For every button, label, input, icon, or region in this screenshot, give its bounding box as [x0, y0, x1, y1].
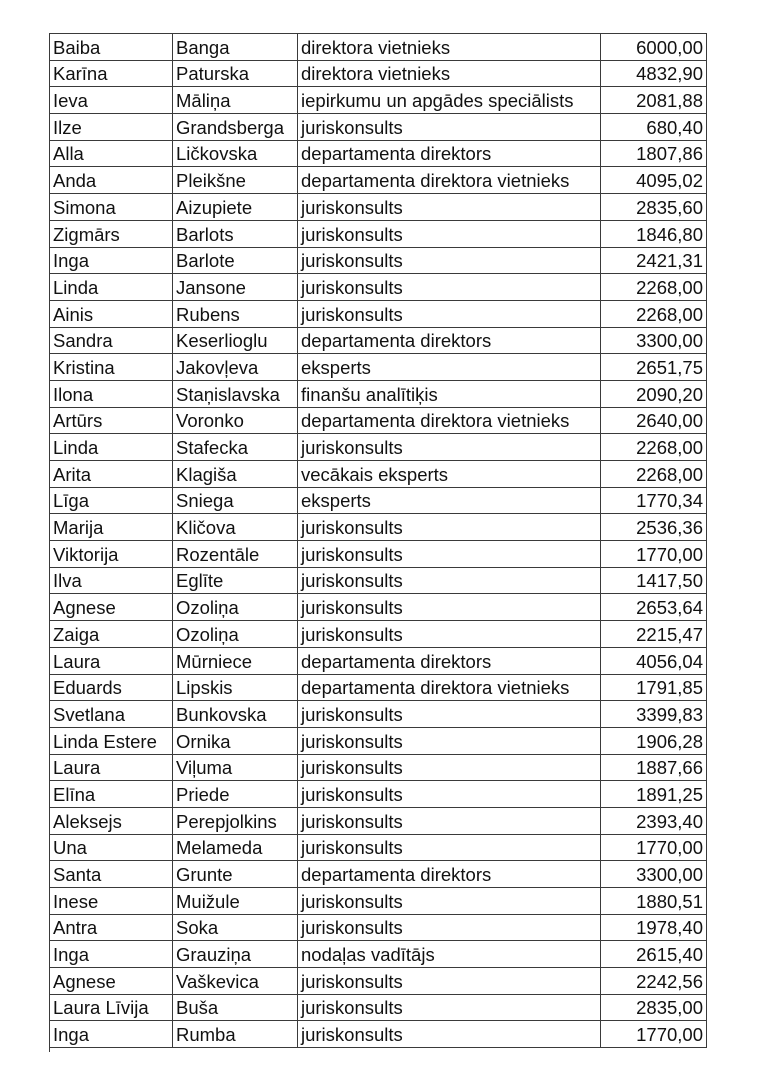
last-name-cell: Mūrniece: [173, 647, 298, 674]
table-row: [50, 647, 707, 674]
table-row: [50, 888, 707, 915]
last-name-cell: Priede: [173, 781, 298, 808]
last-name-cell: Perepjolkins: [173, 807, 298, 834]
table-row: [50, 941, 707, 968]
amount-cell: 2835,60: [601, 194, 707, 221]
last-name-cell: Stafecka: [173, 434, 298, 461]
first-name-cell: Zaiga: [50, 621, 173, 648]
amount-cell: 680,40: [601, 114, 707, 141]
last-name-cell: Barlote: [173, 247, 298, 274]
position-cell: departamenta direktors: [298, 861, 601, 888]
last-name-cell: Eglīte: [173, 567, 298, 594]
table-row: [50, 968, 707, 995]
last-name-cell: Viļuma: [173, 754, 298, 781]
last-name-cell: Aizupiete: [173, 194, 298, 221]
last-name-cell: Pleikšne: [173, 167, 298, 194]
first-name-cell: Inga: [50, 247, 173, 274]
table-row: [50, 461, 707, 488]
position-cell: direktora vietnieks: [298, 60, 601, 87]
first-name-cell: Agnese: [50, 594, 173, 621]
amount-cell: 2215,47: [601, 621, 707, 648]
amount-cell: 1978,40: [601, 914, 707, 941]
amount-cell: 2651,75: [601, 354, 707, 381]
last-name-cell: Keserlioglu: [173, 327, 298, 354]
table-row: [50, 487, 707, 514]
position-cell: juriskonsults: [298, 701, 601, 728]
last-name-cell: Rozentāle: [173, 541, 298, 568]
first-name-cell: Laura: [50, 647, 173, 674]
salary-table-body: [50, 34, 707, 1048]
table-row: [50, 194, 707, 221]
last-name-cell: Ozoliņa: [173, 621, 298, 648]
first-name-cell: Elīna: [50, 781, 173, 808]
first-name-cell: Linda: [50, 274, 173, 301]
first-name-cell: Ilva: [50, 567, 173, 594]
first-name-cell: Simona: [50, 194, 173, 221]
position-cell: juriskonsults: [298, 968, 601, 995]
last-name-cell: Ozoliņa: [173, 594, 298, 621]
amount-cell: 1770,00: [601, 541, 707, 568]
first-name-cell: Karīna: [50, 60, 173, 87]
position-cell: departamenta direktora vietnieks: [298, 167, 601, 194]
last-name-cell: Lipskis: [173, 674, 298, 701]
first-name-cell: Viktorija: [50, 541, 173, 568]
first-name-cell: Laura: [50, 754, 173, 781]
first-name-cell: Una: [50, 834, 173, 861]
amount-cell: 2615,40: [601, 941, 707, 968]
position-cell: juriskonsults: [298, 194, 601, 221]
position-cell: juriskonsults: [298, 621, 601, 648]
last-name-cell: Jakovļeva: [173, 354, 298, 381]
table-row: [50, 114, 707, 141]
amount-cell: 1891,25: [601, 781, 707, 808]
first-name-cell: Arita: [50, 461, 173, 488]
amount-cell: 1880,51: [601, 888, 707, 915]
amount-cell: 2268,00: [601, 274, 707, 301]
position-cell: juriskonsults: [298, 994, 601, 1021]
table-row: [50, 167, 707, 194]
first-name-cell: Zigmārs: [50, 220, 173, 247]
position-cell: vecākais eksperts: [298, 461, 601, 488]
table-row: [50, 727, 707, 754]
position-cell: direktora vietnieks: [298, 34, 601, 61]
amount-cell: 1770,00: [601, 1021, 707, 1048]
first-name-cell: Santa: [50, 861, 173, 888]
amount-cell: 2268,00: [601, 434, 707, 461]
table-row: [50, 567, 707, 594]
amount-cell: 1417,50: [601, 567, 707, 594]
last-name-cell: Staņislavska: [173, 380, 298, 407]
last-name-cell: Rumba: [173, 1021, 298, 1048]
last-name-cell: Rubens: [173, 300, 298, 327]
table-row: [50, 514, 707, 541]
position-cell: nodaļas vadītājs: [298, 941, 601, 968]
position-cell: juriskonsults: [298, 754, 601, 781]
amount-cell: 2268,00: [601, 300, 707, 327]
table-row: [50, 621, 707, 648]
table-row: [50, 701, 707, 728]
amount-cell: 2421,31: [601, 247, 707, 274]
amount-cell: 2268,00: [601, 461, 707, 488]
position-cell: juriskonsults: [298, 434, 601, 461]
last-name-cell: Paturska: [173, 60, 298, 87]
position-cell: departamenta direktors: [298, 140, 601, 167]
amount-cell: 2640,00: [601, 407, 707, 434]
amount-cell: 2835,00: [601, 994, 707, 1021]
salary-table: [49, 33, 707, 1048]
table-row: [50, 594, 707, 621]
amount-cell: 4095,02: [601, 167, 707, 194]
first-name-cell: Ilona: [50, 380, 173, 407]
last-name-cell: Voronko: [173, 407, 298, 434]
first-name-cell: Anda: [50, 167, 173, 194]
amount-cell: 1906,28: [601, 727, 707, 754]
first-name-cell: Svetlana: [50, 701, 173, 728]
first-name-cell: Eduards: [50, 674, 173, 701]
table-row: [50, 380, 707, 407]
amount-cell: 4832,90: [601, 60, 707, 87]
table-row: [50, 861, 707, 888]
amount-cell: 1770,00: [601, 834, 707, 861]
position-cell: juriskonsults: [298, 300, 601, 327]
table-row: [50, 87, 707, 114]
table-row: [50, 781, 707, 808]
first-name-cell: Agnese: [50, 968, 173, 995]
position-cell: juriskonsults: [298, 781, 601, 808]
position-cell: juriskonsults: [298, 727, 601, 754]
first-name-cell: Ieva: [50, 87, 173, 114]
first-name-cell: Ainis: [50, 300, 173, 327]
first-name-cell: Kristina: [50, 354, 173, 381]
first-name-cell: Inese: [50, 888, 173, 915]
position-cell: juriskonsults: [298, 834, 601, 861]
position-cell: juriskonsults: [298, 114, 601, 141]
last-name-cell: Klagiša: [173, 461, 298, 488]
first-name-cell: Artūrs: [50, 407, 173, 434]
last-name-cell: Jansone: [173, 274, 298, 301]
position-cell: juriskonsults: [298, 594, 601, 621]
position-cell: departamenta direktora vietnieks: [298, 674, 601, 701]
last-name-cell: Banga: [173, 34, 298, 61]
table-row: [50, 834, 707, 861]
table-row: [50, 807, 707, 834]
amount-cell: 2090,20: [601, 380, 707, 407]
first-name-cell: Līga: [50, 487, 173, 514]
table-row: [50, 754, 707, 781]
amount-cell: 4056,04: [601, 647, 707, 674]
table-row: [50, 247, 707, 274]
first-name-cell: Linda Estere: [50, 727, 173, 754]
position-cell: juriskonsults: [298, 807, 601, 834]
table-row: [50, 60, 707, 87]
first-name-cell: Inga: [50, 1021, 173, 1048]
first-name-cell: Marija: [50, 514, 173, 541]
amount-cell: 1770,34: [601, 487, 707, 514]
first-name-cell: Laura Līvija: [50, 994, 173, 1021]
first-name-cell: Alla: [50, 140, 173, 167]
table-row: [50, 914, 707, 941]
last-name-cell: Bunkovska: [173, 701, 298, 728]
position-cell: departamenta direktors: [298, 327, 601, 354]
last-name-cell: Ličkovska: [173, 140, 298, 167]
last-name-cell: Māliņa: [173, 87, 298, 114]
first-name-cell: Aleksejs: [50, 807, 173, 834]
position-cell: eksperts: [298, 487, 601, 514]
position-cell: juriskonsults: [298, 914, 601, 941]
table-row: [50, 34, 707, 61]
table-row: [50, 407, 707, 434]
amount-cell: 2653,64: [601, 594, 707, 621]
position-cell: juriskonsults: [298, 220, 601, 247]
last-name-cell: Soka: [173, 914, 298, 941]
last-name-cell: Barlots: [173, 220, 298, 247]
table-row: [50, 274, 707, 301]
position-cell: iepirkumu un apgādes speciālists: [298, 87, 601, 114]
amount-cell: 1807,86: [601, 140, 707, 167]
last-name-cell: Muižule: [173, 888, 298, 915]
first-name-cell: Antra: [50, 914, 173, 941]
last-name-cell: Melameda: [173, 834, 298, 861]
table-row: [50, 140, 707, 167]
amount-cell: 2536,36: [601, 514, 707, 541]
first-name-cell: Sandra: [50, 327, 173, 354]
position-cell: finanšu analītiķis: [298, 380, 601, 407]
last-name-cell: Kličova: [173, 514, 298, 541]
table-row: [50, 220, 707, 247]
position-cell: eksperts: [298, 354, 601, 381]
first-name-cell: Linda: [50, 434, 173, 461]
first-name-cell: Inga: [50, 941, 173, 968]
table-row: [50, 541, 707, 568]
position-cell: juriskonsults: [298, 247, 601, 274]
last-name-cell: Grauziņa: [173, 941, 298, 968]
table-edge-line: [49, 1046, 50, 1052]
amount-cell: 1846,80: [601, 220, 707, 247]
last-name-cell: Ornika: [173, 727, 298, 754]
amount-cell: 3399,83: [601, 701, 707, 728]
table-row: [50, 300, 707, 327]
amount-cell: 1791,85: [601, 674, 707, 701]
position-cell: juriskonsults: [298, 567, 601, 594]
amount-cell: 2242,56: [601, 968, 707, 995]
amount-cell: 6000,00: [601, 34, 707, 61]
position-cell: juriskonsults: [298, 541, 601, 568]
last-name-cell: Grunte: [173, 861, 298, 888]
table-row: [50, 434, 707, 461]
amount-cell: 2081,88: [601, 87, 707, 114]
position-cell: departamenta direktors: [298, 647, 601, 674]
last-name-cell: Sniega: [173, 487, 298, 514]
first-name-cell: Baiba: [50, 34, 173, 61]
table-row: [50, 994, 707, 1021]
last-name-cell: Buša: [173, 994, 298, 1021]
table-row: [50, 1021, 707, 1048]
last-name-cell: Grandsberga: [173, 114, 298, 141]
amount-cell: 1887,66: [601, 754, 707, 781]
amount-cell: 3300,00: [601, 861, 707, 888]
table-row: [50, 354, 707, 381]
position-cell: juriskonsults: [298, 888, 601, 915]
position-cell: departamenta direktora vietnieks: [298, 407, 601, 434]
position-cell: juriskonsults: [298, 514, 601, 541]
last-name-cell: Vaškevica: [173, 968, 298, 995]
table-row: [50, 674, 707, 701]
amount-cell: 3300,00: [601, 327, 707, 354]
first-name-cell: Ilze: [50, 114, 173, 141]
table-row: [50, 327, 707, 354]
amount-cell: 2393,40: [601, 807, 707, 834]
position-cell: juriskonsults: [298, 1021, 601, 1048]
position-cell: juriskonsults: [298, 274, 601, 301]
